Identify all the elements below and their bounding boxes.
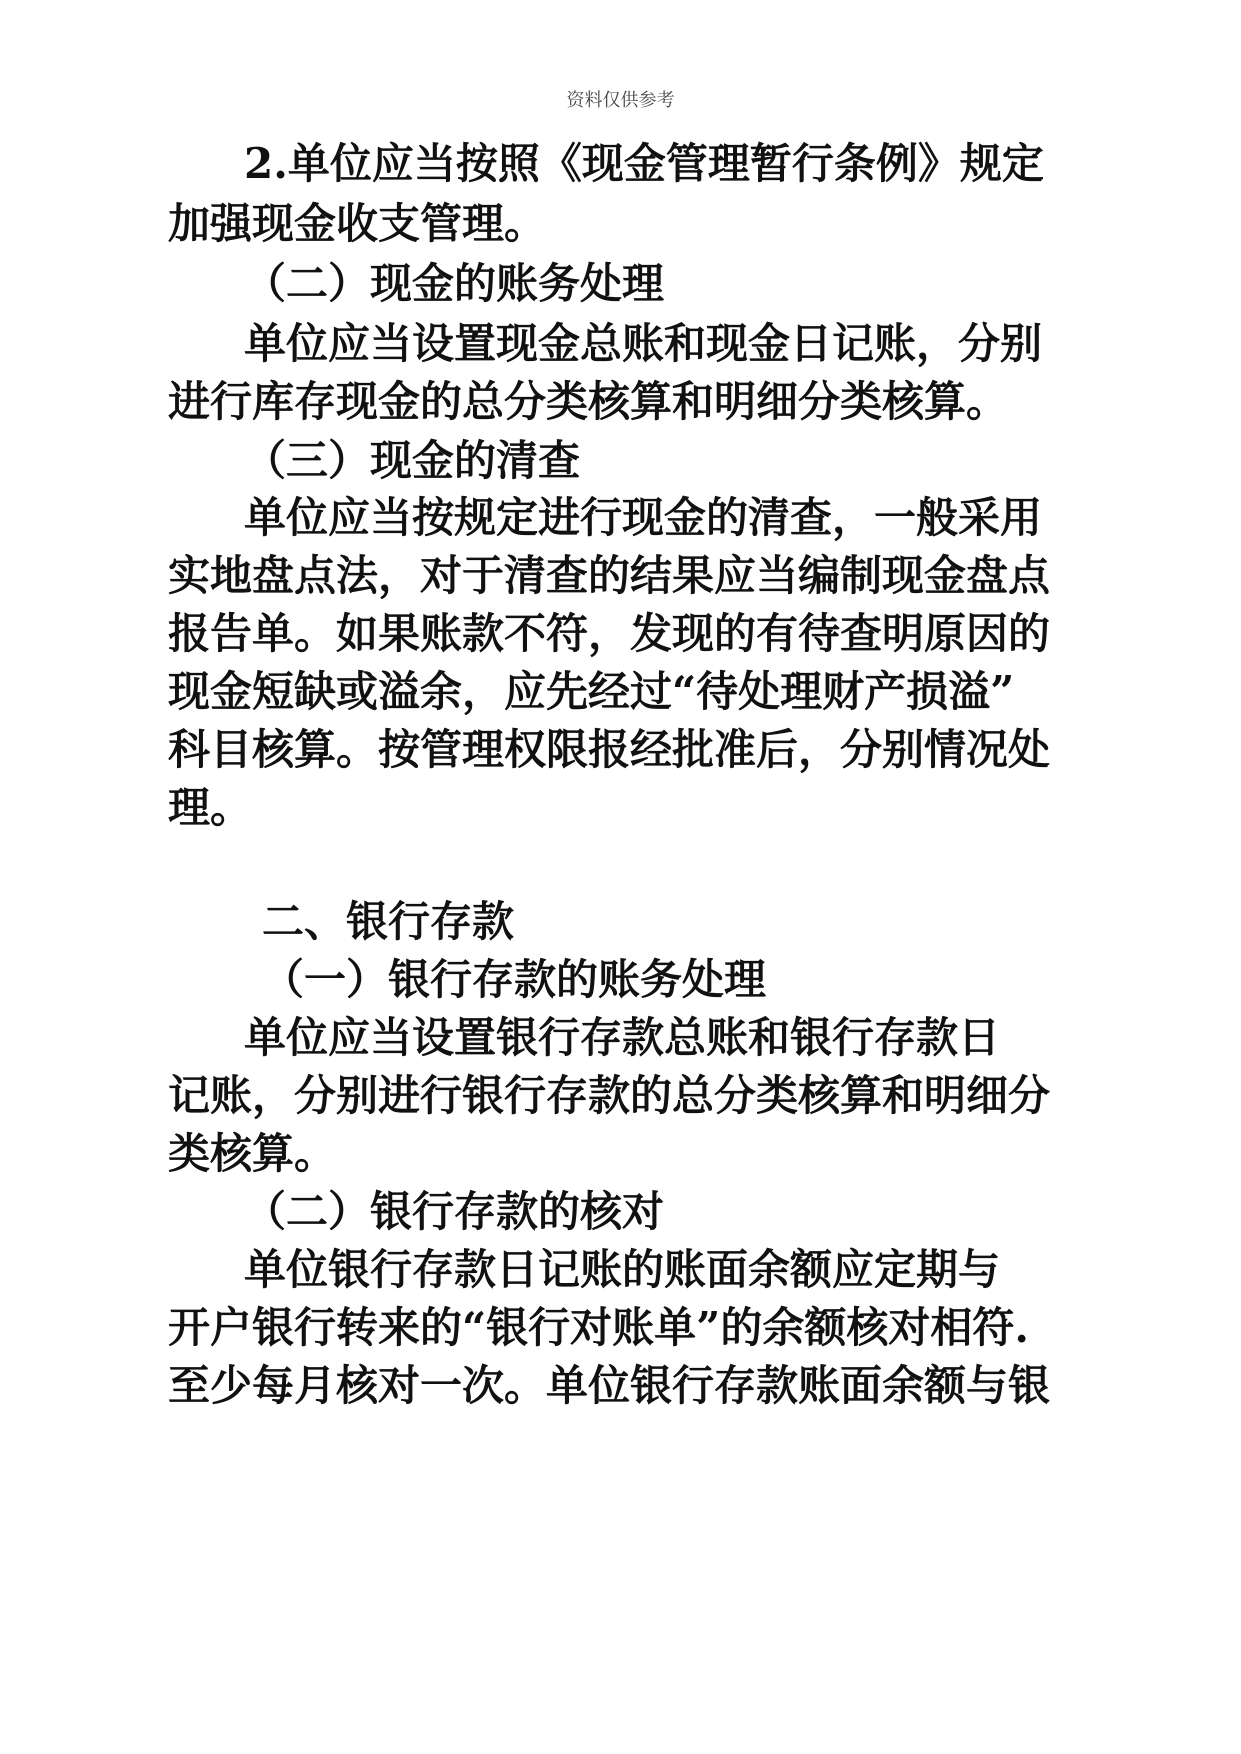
- section-heading: （三）现金的清查: [244, 436, 581, 485]
- text-line: 实地盘点法，对于清查的结果应当编制现金盘点: [168, 551, 1051, 600]
- section-heading: （二）现金的账务处理: [244, 259, 665, 308]
- chapter-heading: 二、银行存款: [262, 897, 515, 946]
- text-line: 单位银行存款日记账的账面余额应定期与: [244, 1245, 1001, 1294]
- text-line: 理。: [168, 783, 253, 832]
- text-line: 开户银行转来的“银行对账单”的余额核对相符.: [168, 1303, 1029, 1352]
- text-line: 单位应当设置现金总账和现金日记账，分别: [244, 319, 1043, 368]
- text-line: 科目核算。按管理权限报经批准后，分别情况处: [168, 725, 1051, 774]
- text-line: 单位应当设置银行存款总账和银行存款日: [244, 1013, 1001, 1062]
- page-header: 资料仅供参考: [566, 90, 675, 111]
- text-line: 进行库存现金的总分类核算和明细分类核算。: [168, 377, 1009, 426]
- text-line: 记账，分别进行银行存款的总分类核算和明细分: [168, 1071, 1051, 1120]
- section-heading: （二）银行存款的核对: [244, 1187, 665, 1236]
- text-line: 2.单位应当按照《现金管理暂行条例》规定: [244, 139, 1044, 188]
- text-line: 报告单。如果账款不符，发现的有待查明原因的: [168, 609, 1051, 658]
- section-heading: （一）银行存款的账务处理: [262, 955, 767, 1004]
- text-line: 至少每月核对一次。单位银行存款账面余额与银: [168, 1361, 1051, 1410]
- text-line: 加强现金收支管理。: [168, 199, 547, 248]
- text-line: 现金短缺或溢余，应先经过“待处理财产损溢”: [168, 667, 1015, 716]
- text-line: 类核算。: [168, 1129, 337, 1178]
- text-line: 单位应当按规定进行现金的清查，一般采用: [244, 493, 1043, 542]
